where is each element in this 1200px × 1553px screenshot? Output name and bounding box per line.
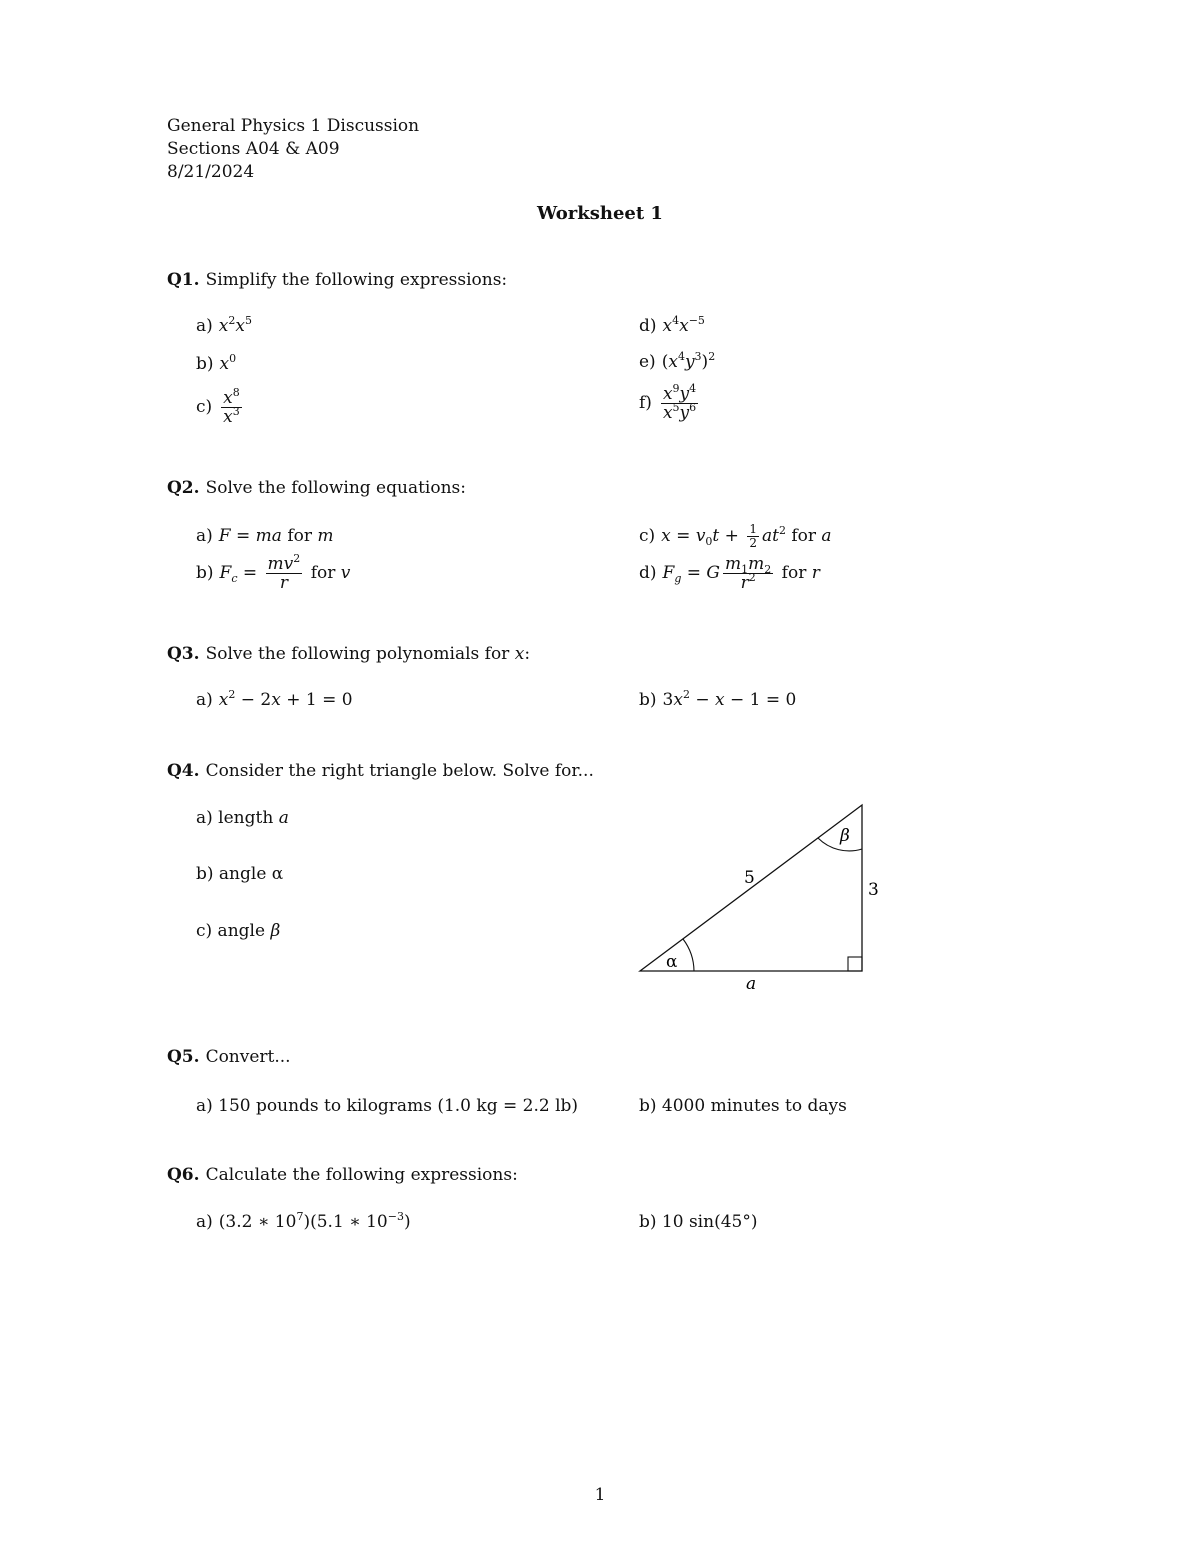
question-4-prompt: Consider the right triangle below. Solve for... xyxy=(205,761,594,781)
alpha-label: α xyxy=(666,952,678,972)
question-4 xyxy=(167,761,594,781)
q4-item-c: c) angle β xyxy=(196,921,281,941)
question-3: Q3. Solve the following polynomials for x: xyxy=(167,644,531,664)
beta-label: β xyxy=(840,826,850,846)
question-6-number: Q6. xyxy=(167,1165,200,1185)
q5-item-b: b) 4000 minutes to days xyxy=(639,1096,847,1116)
question-3-number: Q3. xyxy=(167,644,200,664)
triangle-outline xyxy=(640,805,862,971)
q5-item-a: a) 150 pounds to kilograms (1.0 kg = 2.2 lb) xyxy=(196,1096,579,1116)
q1-item-e: e) $(x^4y^3)^2$ xyxy=(639,350,716,372)
question-1 xyxy=(167,270,507,290)
question-5-number: Q5. xyxy=(167,1047,200,1067)
page-number: 1 xyxy=(594,1485,606,1505)
q1-item-c: c) $\frac{x^8}{x^3}$ xyxy=(196,386,240,427)
q1-item-f: f) $\frac{x^9y^4}{x^5y^6}$ xyxy=(639,382,697,423)
alpha-arc xyxy=(683,939,694,971)
right-triangle-diagram xyxy=(630,795,900,1000)
question-2-prompt: Solve the following equations: xyxy=(205,478,466,498)
sections-line: Sections A04 & A09 xyxy=(167,139,340,159)
page-title: Worksheet 1 xyxy=(537,203,663,224)
q3-item-b: b) $3x^2 - x - 1 = 0$ xyxy=(639,688,797,710)
question-6-prompt: Calculate the following expressions: xyxy=(205,1165,518,1185)
q1-item-d: d) $x^4x^{-5}$ xyxy=(639,314,705,336)
q2-item-a: a) F = ma for m xyxy=(196,526,334,546)
q3-item-a: a) $x^2 - 2x + 1 = 0$ xyxy=(196,688,353,710)
question-6 xyxy=(167,1165,518,1185)
question-2 xyxy=(167,478,466,498)
base-side-label: a xyxy=(746,974,757,994)
q2-item-c: c) $x = v_0t$ + $\frac{1}{2}$ $at^2$ for a xyxy=(639,522,832,550)
hypotenuse-label: 5 xyxy=(744,868,755,888)
vertical-side-label: 3 xyxy=(868,880,879,900)
date-line: 8/21/2024 xyxy=(167,162,255,182)
question-3-prompt: Solve the following polynomials for xyxy=(205,644,510,664)
q1-item-a: a) $x^2x^5$ xyxy=(196,314,252,336)
q2-item-d: d) $F_g = G$ $\frac{m_1m_2}{r^2}$ for r xyxy=(639,554,820,593)
q4-item-a: a) length a xyxy=(196,808,289,828)
q1-item-b: b) $x^0$ xyxy=(196,352,237,374)
question-1-prompt: Simplify the following expressions: xyxy=(205,270,508,290)
question-5-prompt: Convert... xyxy=(205,1047,291,1067)
q4-item-b: b) angle α xyxy=(196,864,284,884)
question-4-number: Q4. xyxy=(167,761,200,781)
q6-item-b: b) 10 sin(45°) xyxy=(639,1212,758,1232)
question-1-number: Q1. xyxy=(167,270,200,290)
q2-item-b: b) $F_c$ = $\frac{mv^2}{r}$ for v xyxy=(196,552,351,593)
right-angle-marker xyxy=(848,957,862,971)
course-name: General Physics 1 Discussion xyxy=(167,116,420,136)
q6-item-a: a) (3.2 ∗ $10^7)(5.1$ ∗ $10^{-3}$) xyxy=(196,1210,411,1232)
question-2-number: Q2. xyxy=(167,478,200,498)
question-5 xyxy=(167,1047,291,1067)
